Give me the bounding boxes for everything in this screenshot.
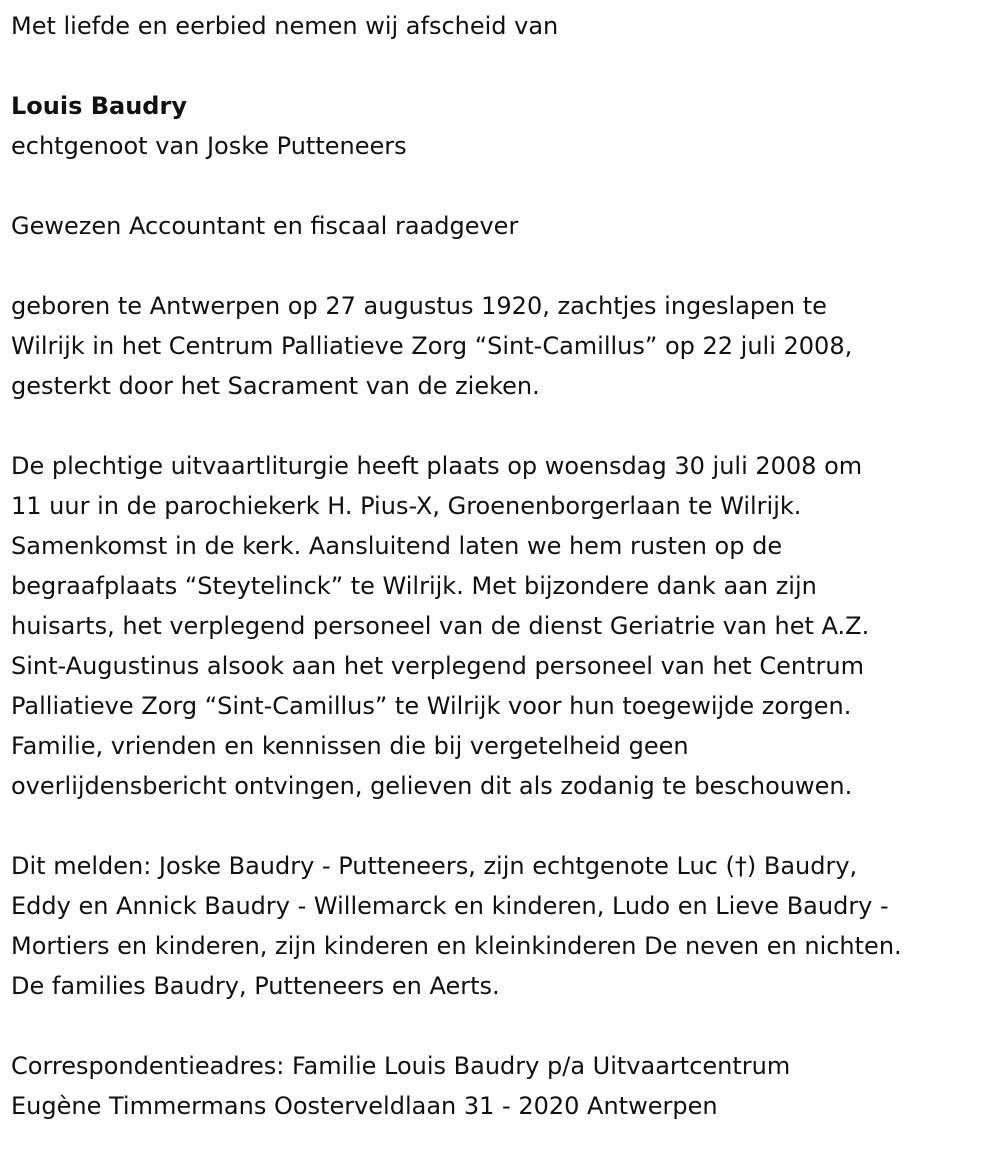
funeral-paragraph bbox=[11, 446, 1000, 806]
deceased-name: Louis Baudry bbox=[11, 92, 187, 120]
spacer bbox=[11, 1006, 1000, 1046]
paragraph-line: gesterkt door het Sacrament van de zieken. bbox=[11, 372, 540, 400]
birth-death-paragraph bbox=[11, 286, 1000, 406]
spacer bbox=[11, 166, 1000, 206]
paragraph-line: geboren te Antwerpen op 27 augustus 1920, zachtjes ingeslapen te bbox=[11, 292, 827, 320]
paragraph-line: Dit melden: Joske Baudry - Putteneers, zijn echtgenote Luc (†) Baudry, bbox=[11, 852, 858, 880]
paragraph-line: De families Baudry, Putteneers en Aerts. bbox=[11, 972, 500, 1000]
spacer bbox=[11, 246, 1000, 286]
announced-by-paragraph bbox=[11, 846, 1000, 1006]
profession-line: Gewezen Accountant en fiscaal raadgever bbox=[11, 212, 519, 240]
paragraph-line: begraafplaats “Steytelinck” te Wilrijk. Met bijzondere dank aan zijn bbox=[11, 572, 817, 600]
paragraph-line: Wilrijk in het Centrum Palliatieve Zorg “Sint-Camillus” op 22 juli 2008, bbox=[11, 332, 853, 360]
paragraph-line: Eugène Timmermans Oosterveldlaan 31 - 2020 Antwerpen bbox=[11, 1092, 718, 1120]
spouse-line: echtgenoot van Joske Putteneers bbox=[11, 132, 407, 160]
paragraph-line: 11 uur in de parochiekerk H. Pius-X, Groenenborgerlaan te Wilrijk. bbox=[11, 492, 802, 520]
paragraph-line: Samenkomst in de kerk. Aansluitend laten we hem rusten op de bbox=[11, 532, 783, 560]
spacer bbox=[11, 806, 1000, 846]
paragraph-line: Sint-Augustinus alsook aan het verplegend personeel van het Centrum bbox=[11, 652, 864, 680]
correspondence-paragraph bbox=[11, 1046, 1000, 1126]
paragraph-line: Eddy en Annick Baudry - Willemarck en kinderen, Ludo en Lieve Baudry - bbox=[11, 892, 889, 920]
spacer bbox=[11, 46, 1000, 86]
paragraph-line: Palliatieve Zorg “Sint-Camillus” te Wilrijk voor hun toegewijde zorgen. bbox=[11, 692, 852, 720]
paragraph-line: Correspondentieadres: Familie Louis Baudry p/a Uitvaartcentrum bbox=[11, 1052, 791, 1080]
paragraph-line: Familie, vrienden en kennissen die bij vergetelheid geen bbox=[11, 732, 689, 760]
paragraph-line: overlijdensbericht ontvingen, gelieven dit als zodanig te beschouwen. bbox=[11, 772, 853, 800]
paragraph-line: De plechtige uitvaartliturgie heeft plaats op woensdag 30 juli 2008 om bbox=[11, 452, 863, 480]
paragraph-line: Mortiers en kinderen, zijn kinderen en kleinkinderen De neven en nichten. bbox=[11, 932, 902, 960]
intro-line: Met liefde en eerbied nemen wij afscheid van bbox=[11, 12, 559, 40]
spacer bbox=[11, 406, 1000, 446]
paragraph-line: huisarts, het verplegend personeel van de dienst Geriatrie van het A.Z. bbox=[11, 612, 870, 640]
